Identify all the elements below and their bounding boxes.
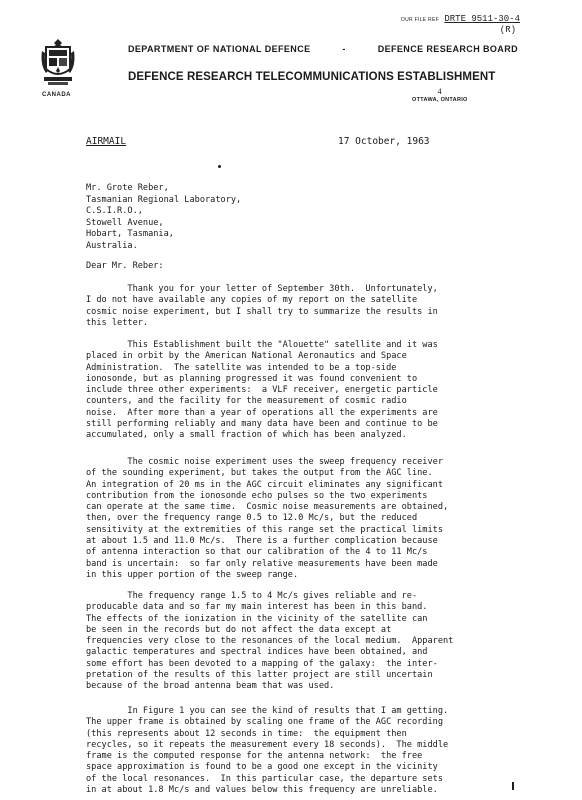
body-paragraph-4 (86, 591, 526, 693)
establishment-name: DEFENCE RESEARCH TELECOMMUNICATIONS ESTABLISHMENT (128, 71, 496, 83)
paragraph-line: some effort has been devoted to a mapping of the galaxy: the inter- (86, 658, 438, 669)
paragraph-line: Administration. The satellite was intended to be a top-side (86, 362, 397, 373)
paragraph-line: of antenna interaction so that our calibration of the 4 to 11 Mc/s (86, 547, 428, 558)
paragraph-line: pretation of the results of this latter project are still uncertain (86, 670, 433, 681)
paragraph-line: this letter. (86, 317, 149, 328)
location-block (412, 88, 468, 104)
paragraph-line: recycles, so it repeats the measurement every 18 seconds). The middle (86, 739, 449, 750)
paragraph-line: An integration of 20 ms in the AGC circuit eliminates any significant (86, 479, 443, 490)
stray-mark (218, 165, 221, 168)
paragraph-line: ionosonde, but as planning progressed it was found convenient to (86, 373, 418, 384)
paragraph-line: The upper frame is obtained by scaling one frame of the AGC recording (86, 717, 443, 728)
body-paragraph-5 (86, 706, 526, 796)
paragraph-line: of the local resonances. In this particular case, the departure sets (86, 773, 443, 784)
paragraph-line: be seen in the records but do not affect the data except at (86, 624, 392, 635)
letterhead-department-line (128, 44, 518, 54)
paragraph-line: frame is the computed response for the antenna network: the free (86, 751, 423, 762)
body-paragraph-3 (86, 457, 526, 581)
paragraph-line: The frequency range 1.5 to 4 Mc/s gives reliable and re- (86, 591, 418, 601)
paragraph-line: contribution from the ionosonde echo pulses so the two experiments (86, 490, 428, 501)
file-reference-prefix: OUR FILE REF (400, 17, 439, 23)
letter-date: 17 October, 1963 (338, 136, 430, 147)
paragraph-line: can operate at the same time. Cosmic noise measurements are obtained, (86, 502, 449, 513)
paragraph-line: still performing reliably and many data have been and continue to be (86, 419, 438, 430)
paragraph-line: I do not have available any copies of my report on the satellite (86, 295, 418, 306)
paragraph-line: placed in orbit by the American National Aeronautics and Space (86, 351, 407, 362)
address-line: Hobart, Tasmania, (86, 229, 174, 240)
body-paragraph-2 (86, 340, 526, 442)
paragraph-line: The cosmic noise experiment uses the sweep frequency receiver (86, 457, 443, 467)
location-handwritten-mark: 4 (437, 87, 442, 96)
address-line: Australia. (86, 240, 138, 251)
paragraph-line: galactic temperatures and spectral indices have been obtained, and (86, 647, 428, 658)
board-name: DEFENCE RESEARCH BOARD (377, 44, 518, 54)
paragraph-line: of the sounding experiment, but takes the output from the AGC line. (86, 468, 433, 479)
address-line: Tasmanian Regional Laboratory, (86, 194, 242, 205)
paragraph-line: at about 1.5 and 11.0 Mc/s. There is a further complication because (86, 536, 438, 547)
paragraph-line: The effects of the ionization in the vicinity of the satellite can (86, 613, 428, 624)
paragraph-line: because of the broad antenna beam that was used. (86, 681, 335, 692)
paragraph-line: noise. After more than a year of operations all the experiments are (86, 407, 438, 418)
department-name: DEPARTMENT OF NATIONAL DEFENCE (128, 44, 311, 54)
location-name: OTTAWA, ONTARIO (412, 97, 468, 103)
paragraph-line: This Establishment built the "Alouette" satellite and it was (86, 340, 438, 350)
paragraph-line: frequencies very close to the resonances of the local medium. Apparent (86, 636, 454, 647)
file-reference-sub: (R) (499, 25, 516, 35)
paragraph-line: sensitivity at the extremities of this range set the practical limits (86, 524, 443, 535)
paragraph-line: space approximation is found to be a good one except in the vicinity (86, 762, 438, 773)
airmail-label: AIRMAIL (86, 136, 127, 147)
paragraph-line: in this upper portion of the sweep range. (86, 569, 299, 580)
paragraph-line: In Figure 1 you can see the kind of results that I am getting. (86, 706, 449, 716)
paragraph-line: band is uncertain: so far only relative measurements have been made (86, 558, 438, 569)
salutation: Dear Mr. Reber: (86, 261, 164, 271)
paragraph-line: producable data and so far my main interest has been in this band. (86, 602, 428, 613)
country-label: CANADA (42, 92, 71, 98)
file-reference (401, 14, 520, 35)
paragraph-line: (this represents about 12 seconds in time: the equipment then (86, 728, 407, 739)
paragraph-line: counters, and the facility for the measurement of cosmic radio (86, 396, 407, 407)
margin-mark (512, 782, 514, 790)
recipient-address (86, 183, 241, 253)
paragraph-line: cosmic noise experiment, but I shall try to summarize the results in (86, 306, 438, 317)
paragraph-line: include three other experiments: a VLF receiver, energetic particle (86, 385, 438, 396)
paragraph-line: in at about 1.8 Mc/s and values below this frequency are unreliable. (86, 785, 438, 796)
address-line: Mr. Grote Reber, (86, 183, 169, 193)
paragraph-line: accumulated, only a small fraction of which has been analyzed. (86, 430, 407, 441)
paragraph-line: Thank you for your letter of September 30th. Unfortunately, (86, 284, 438, 294)
canada-coat-of-arms-icon (40, 37, 76, 87)
department-separator: - (342, 44, 346, 54)
address-line: C.S.I.R.O., (86, 206, 143, 217)
body-paragraph-1 (86, 284, 526, 329)
address-line: Stowell Avenue, (86, 217, 164, 228)
file-reference-number: DRTE 9511-30-4 (444, 14, 520, 24)
paragraph-line: then, over the frequency range 0.5 to 12.0 Mc/s, but the reduced (86, 513, 418, 524)
